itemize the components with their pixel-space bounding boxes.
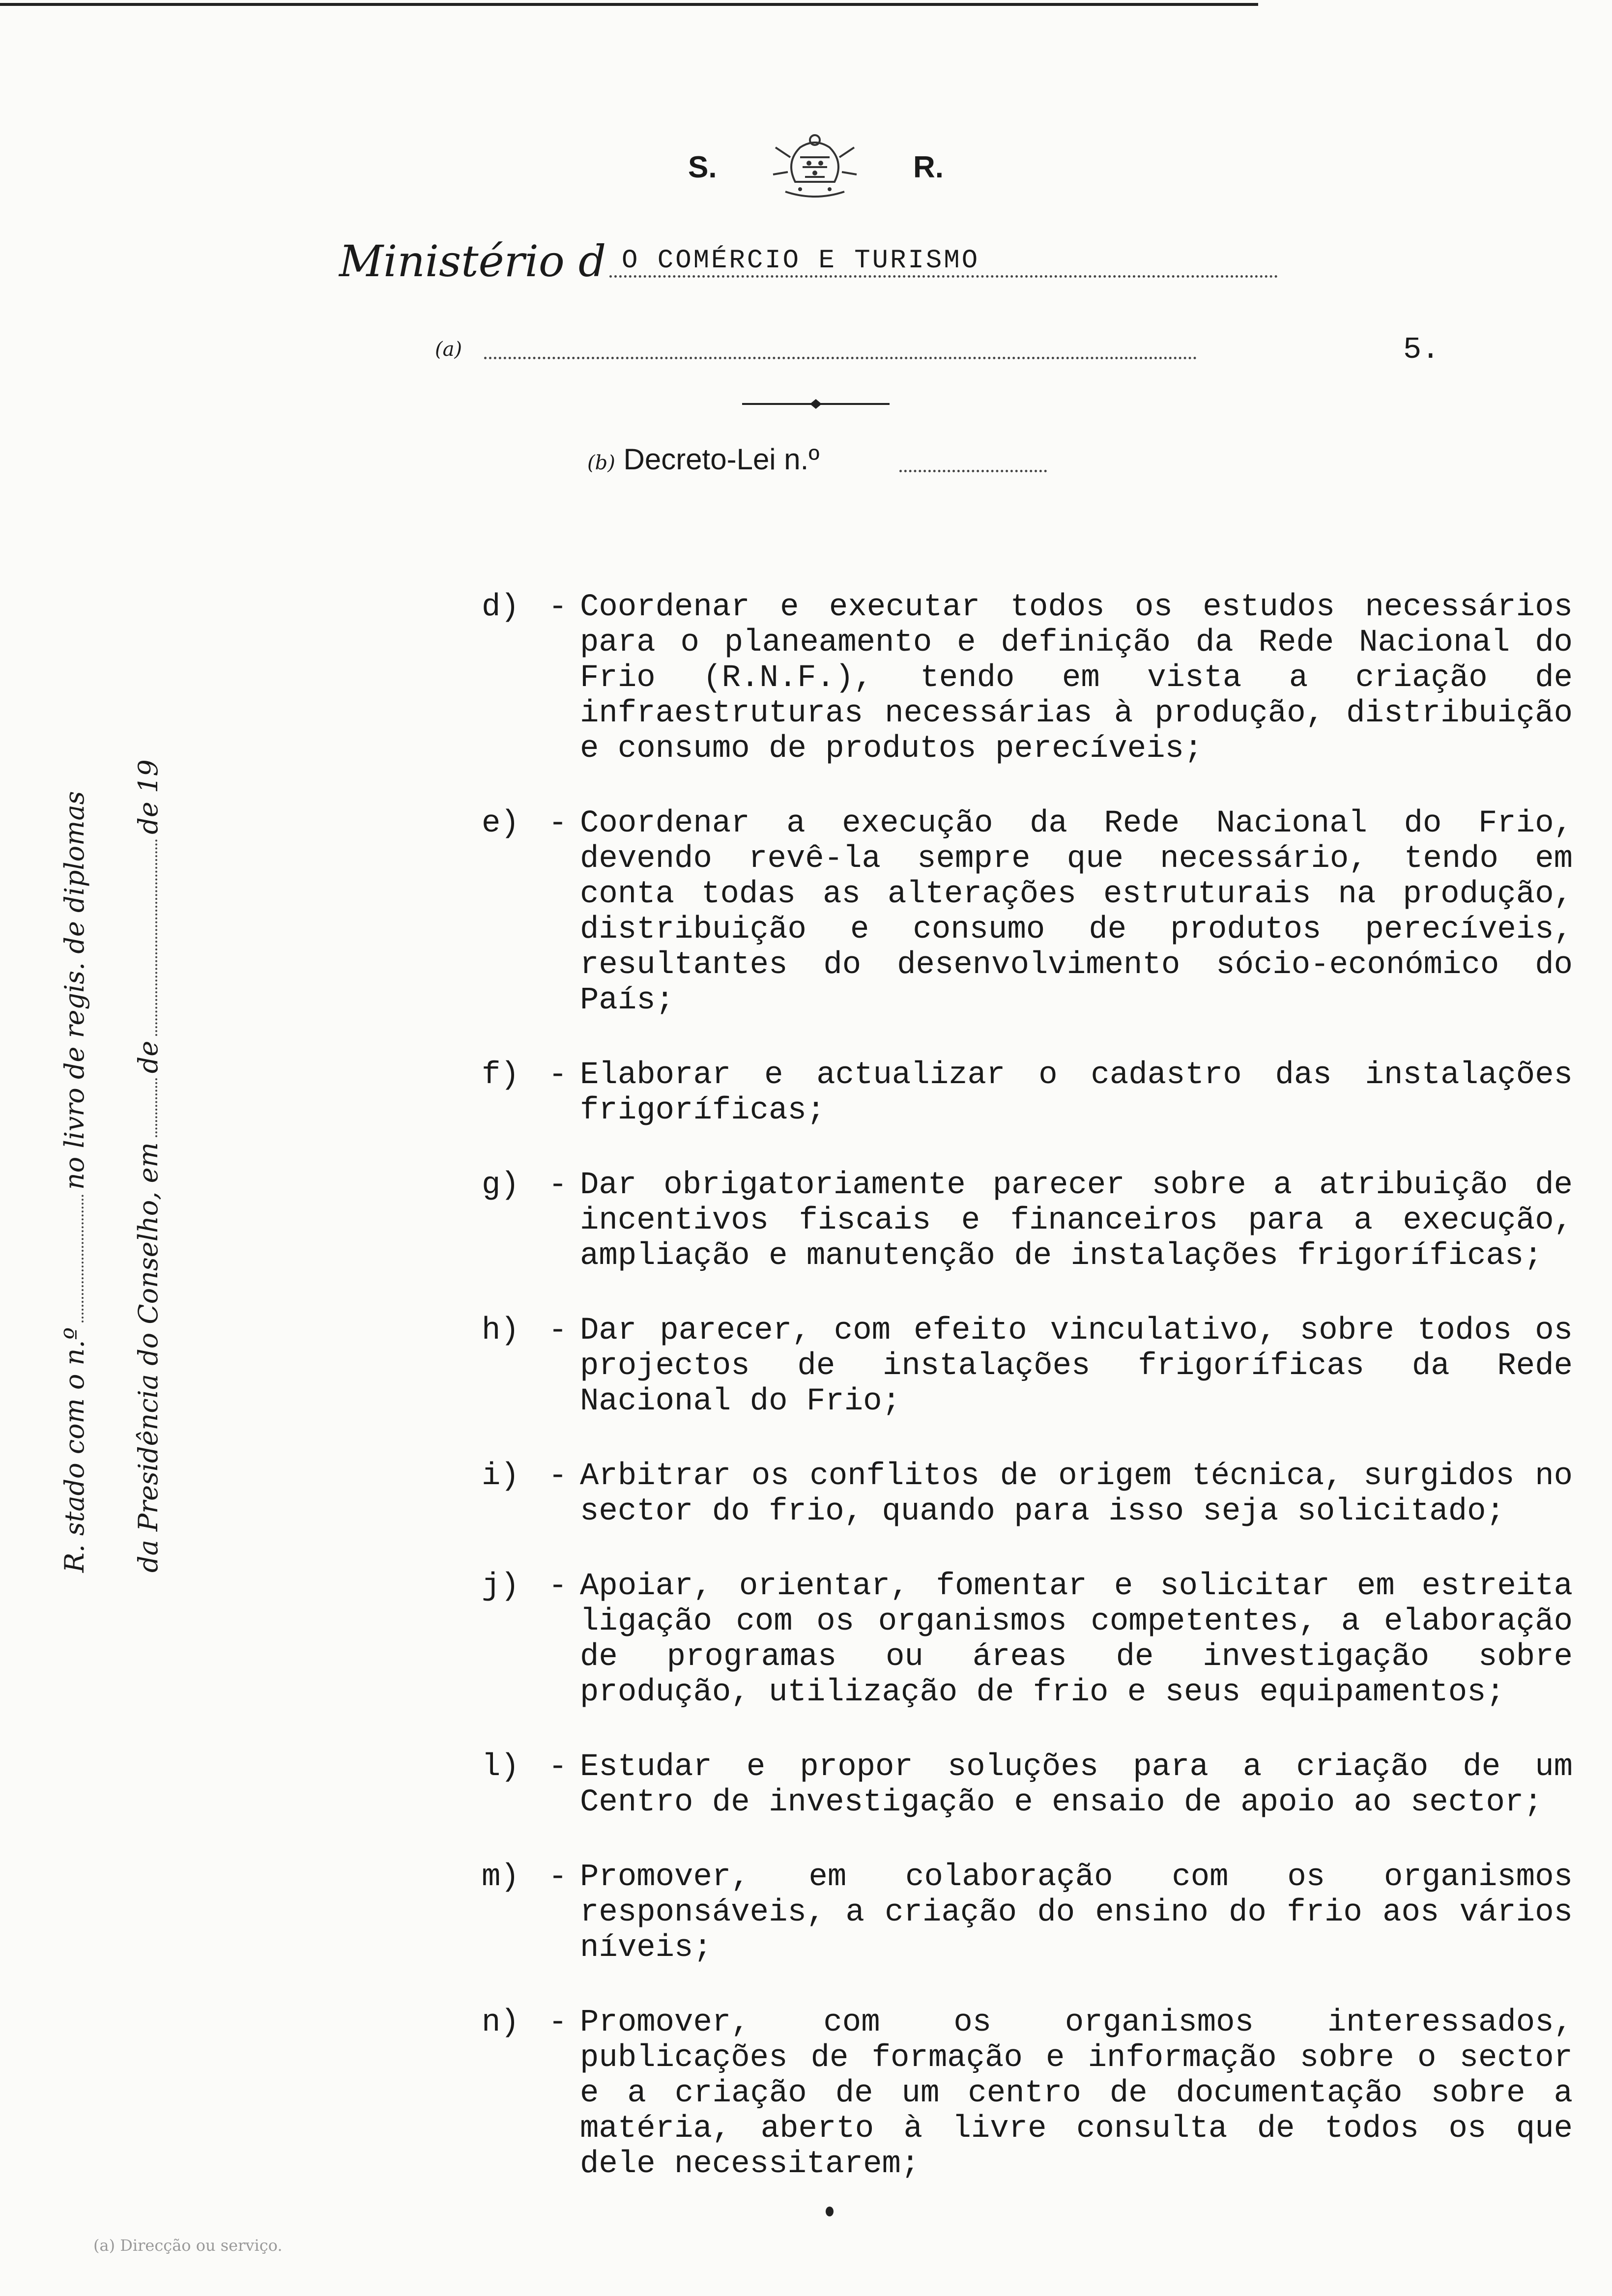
ministry-name: O COMÉRCIO E TURISMO — [622, 246, 980, 276]
decree-label — [587, 442, 819, 476]
item-dash: - — [548, 1860, 568, 1895]
margin-stamp-line-2 — [133, 639, 206, 1573]
ministry-prefix: Ministério d — [339, 236, 606, 287]
item-label: g) — [482, 1168, 519, 1203]
item-label: j) — [482, 1569, 519, 1604]
list-item — [482, 1313, 1573, 1419]
item-text: Promover, com os organismos interessados, publicações de formação e informação sobre o sector e a criação de um centro de documentação sobre a matéria, aberto à livre consulta de todos os que dele necessitarem; — [580, 2005, 1573, 2182]
list-item — [482, 1459, 1573, 1529]
item-text: Estudar e propor soluções para a criação de um Centro de investigação e ensaio de apoio ao sector; — [580, 1750, 1573, 1820]
item-dash: - — [548, 1313, 568, 1349]
item-text: Dar parecer, com efeito vinculativo, sobre todos os projectos de instalações frigoríficas da Rede Nacional do Frio; — [580, 1313, 1573, 1419]
margin-stamp-line-1-start: R. stado com o n.º — [59, 1327, 90, 1573]
line-a-dotted-line — [484, 357, 1197, 359]
margin-stamp-line-2-start: da Presidência do Conselho, em — [133, 1142, 164, 1573]
margin-stamp-blank — [82, 1195, 84, 1322]
header-left-letter: S. — [688, 150, 717, 184]
list-item — [482, 1569, 1573, 1710]
line-a-label: (a) — [435, 338, 462, 361]
item-text: Coordenar e executar todos os estudos necessários para o planeamento e definição da Rede Nacional do Frio (R.N.F.), tendo em vista a criação de infraestruturas necessárias à produção, distribuição e consumo de produtos perecíveis; — [580, 590, 1573, 767]
decree-items-list — [482, 590, 1573, 2221]
margin-stamp-line-1-middle: no livro de regis. de diplomas — [59, 791, 90, 1190]
item-dash: - — [548, 1459, 568, 1494]
list-item — [482, 590, 1573, 767]
item-text: Promover, em colaboração com os organismos responsáveis, a criação do ensino do frio aos vários níveis; — [580, 1860, 1573, 1966]
margin-stamp-blank — [155, 1078, 157, 1137]
decree-text: Decreto-Lei n.º — [623, 443, 820, 476]
item-dash: - — [548, 1569, 568, 1604]
divider-ornament-icon — [742, 398, 890, 410]
item-text: Coordenar a execução da Rede Nacional do Frio, devendo revê-la sempre que necessário, tendo em conta todas as alterações estruturais na produção, distribuição e consumo de produtos perecíveis, resultantes do desenvolvimento sócio-económico do País; — [580, 806, 1573, 1018]
item-label: e) — [482, 806, 519, 841]
margin-stamp-line-2-end: de 19 — [133, 759, 164, 834]
bottom-mark — [826, 2207, 834, 2216]
item-dash: - — [548, 1168, 568, 1203]
margin-stamp-line-2-middle: de — [133, 1040, 164, 1074]
item-dash: - — [548, 1058, 568, 1093]
item-text: Dar obrigatoriamente parecer sobre a atribuição de incentivos fiscais e financeiros para a execução, ampliação e manutenção de instalações frigoríficas; — [580, 1168, 1573, 1274]
item-label: d) — [482, 590, 519, 625]
item-dash: - — [548, 1750, 568, 1785]
item-label: n) — [482, 2005, 519, 2040]
item-label: l) — [482, 1750, 519, 1785]
coat-of-arms-icon — [766, 128, 864, 206]
item-text: Apoiar, orientar, fomentar e solicitar em estreita ligação com os organismos competentes, a elaboração de programas ou áreas de investigação sobre produção, utilização de frio e seus equipamentos; — [580, 1569, 1573, 1710]
item-label: f) — [482, 1058, 519, 1093]
registration-margin-stamp — [59, 639, 206, 1573]
list-item — [482, 1058, 1573, 1128]
margin-stamp-blank — [155, 839, 157, 1036]
page-number: 5. — [1403, 332, 1440, 367]
item-text: Elaborar e actualizar o cadastro das instalações frigoríficas; — [580, 1058, 1573, 1128]
margin-stamp-line-1 — [59, 639, 133, 1573]
decree-marker: (b) — [587, 452, 615, 474]
list-item — [482, 806, 1573, 1018]
ministry-dotted-line — [609, 275, 1278, 278]
item-label: h) — [482, 1313, 519, 1349]
list-item — [482, 1750, 1573, 1820]
item-dash: - — [548, 806, 568, 841]
footnote: (a) Direcção ou serviço. — [93, 2236, 283, 2255]
header-right-letter: R. — [913, 150, 944, 184]
item-text: Arbitrar os conflitos de origem técnica, surgidos no sector do frio, quando para isso seja solicitado; — [580, 1459, 1573, 1529]
item-label: m) — [482, 1860, 519, 1895]
list-item — [482, 2005, 1573, 2182]
item-dash: - — [548, 590, 568, 625]
list-item — [482, 1168, 1573, 1274]
list-item — [482, 1860, 1573, 1966]
item-label: i) — [482, 1459, 519, 1494]
item-dash: - — [548, 2005, 568, 2040]
header-sr — [688, 118, 944, 216]
decree-dotted-line — [899, 470, 1047, 472]
top-rule — [0, 3, 1258, 6]
